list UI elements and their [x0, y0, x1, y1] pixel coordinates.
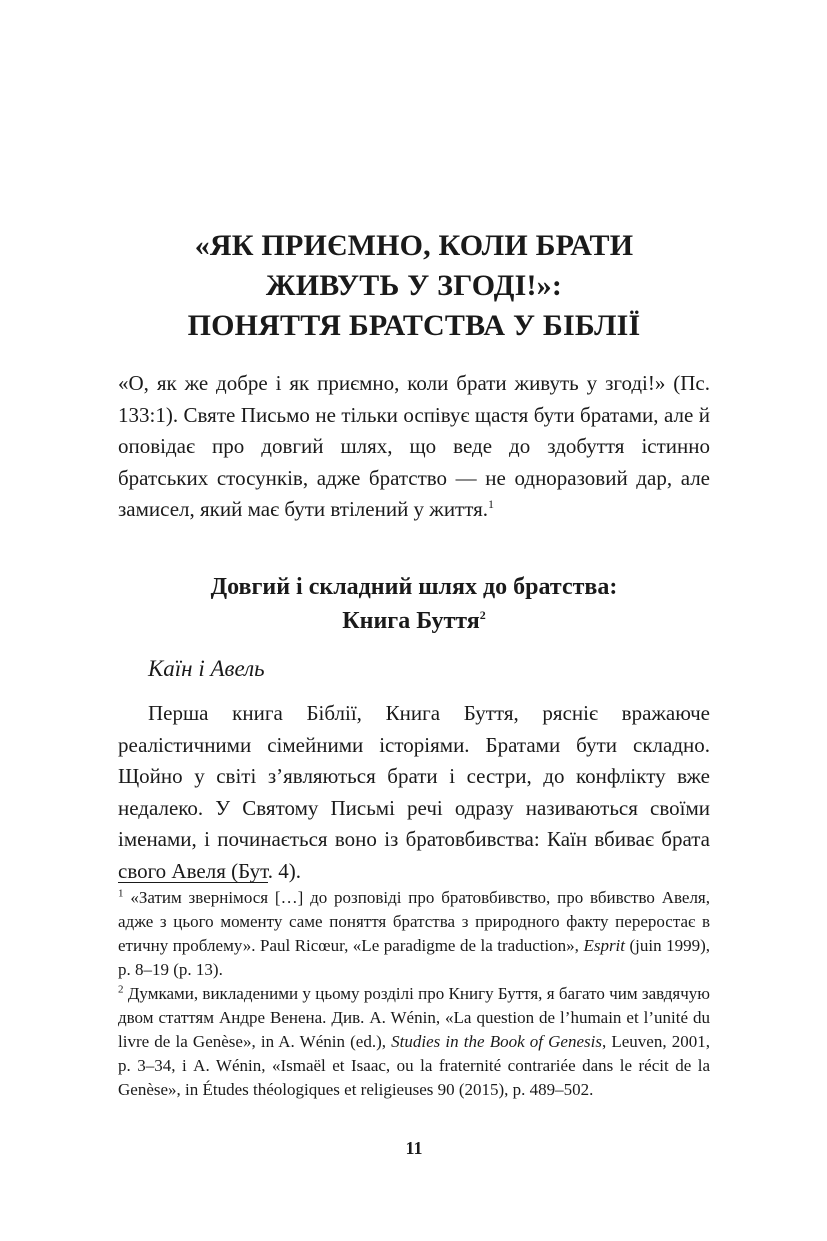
chapter-title-line-3: ПОНЯТТЯ БРАТСТВА У БІБЛІЇ: [187, 309, 641, 342]
footnote-1: [118, 886, 710, 982]
main-paragraph: [118, 698, 710, 887]
footnote-1-text-b: (juin 1999), p. 8–19 (p. 13).: [118, 936, 711, 979]
section-title-line-1: Довгий і складний шлях до братства:: [210, 574, 618, 600]
section-title-line-2-text: Книга Буття: [342, 608, 480, 634]
chapter-title-line-2: ЖИВУТЬ У ЗГОДІ!»:: [265, 269, 563, 302]
footnote-1-text-a: «Затим звернімося […] до розповіді про братовбивство, про вбивство Авеля, адже з цього моменту саме поняття братства з природного факту переростає в етичну проблему». Paul Ricœur, «Le paradigme de la traduction»,: [118, 888, 710, 955]
footnote-2-italic: Studies in the Book of Genesis: [391, 1032, 602, 1051]
footnote-2-text-b: , Leuven, 2001, p. 3–34, і A. Wénin, «Ismaël et Isaac, ou la fraternité contrariée dans le récit de la Genèse», in Études théologiques et religieuses 90 (2015), p. 489–502.: [118, 1032, 710, 1099]
section-title-line-2: [118, 604, 710, 638]
footnotes: [118, 886, 710, 1102]
subheading-cain-abel: Каїн і Авель: [148, 656, 265, 681]
footnote-1-italic: Esprit: [583, 936, 625, 955]
footnote-divider: [118, 882, 268, 883]
chapter-title: [118, 226, 710, 346]
footnote-1-mark: 1: [118, 887, 124, 900]
footnote-ref-2[interactable]: 2: [479, 608, 486, 622]
page-number: 11: [405, 1138, 423, 1158]
main-paragraph-text: Перша книга Біблії, Книга Буття, рясніє вражаюче реалістичними сімейними історіями. Братами бути складно. Щойно у світі з’являються брати і сестри, до конфлікту вже недалеко. У Святому Письмі речі одразу називаються своїми іменами, і починається воно із братовбивства: Каїн вбиває брата свого Авеля (Бут. 4).: [118, 701, 710, 883]
footnote-2: [118, 982, 710, 1102]
footnote-2-text-a: Думками, викладеними у цьому розділі про Книгу Буття, я багато чим завдячую двом статтям Андре Венена. Див. A. Wénin, «La question de l’humain et l’unité du livre de la Genèse», in A. Wénin (ed.),: [118, 984, 710, 1051]
book-page: [118, 0, 710, 1241]
footnote-2-mark: 2: [118, 983, 124, 996]
footnote-ref-1[interactable]: 1: [488, 497, 495, 511]
chapter-title-line-1: «ЯК ПРИЄМНО, КОЛИ БРАТИ: [194, 229, 634, 262]
intro-paragraph: [118, 368, 710, 526]
intro-text: «О, як же добре і як приємно, коли брати живуть у згоді!» (Пс. 133:1). Святе Письмо не тільки оспівує щастя бути братами, але й оповідає про довгий шлях, що веде до здобуття істинно братських стосунків, адже братство — не одноразовий дар, але замисел, який має бути втілений у життя.: [118, 371, 710, 521]
section-title: [118, 570, 710, 638]
